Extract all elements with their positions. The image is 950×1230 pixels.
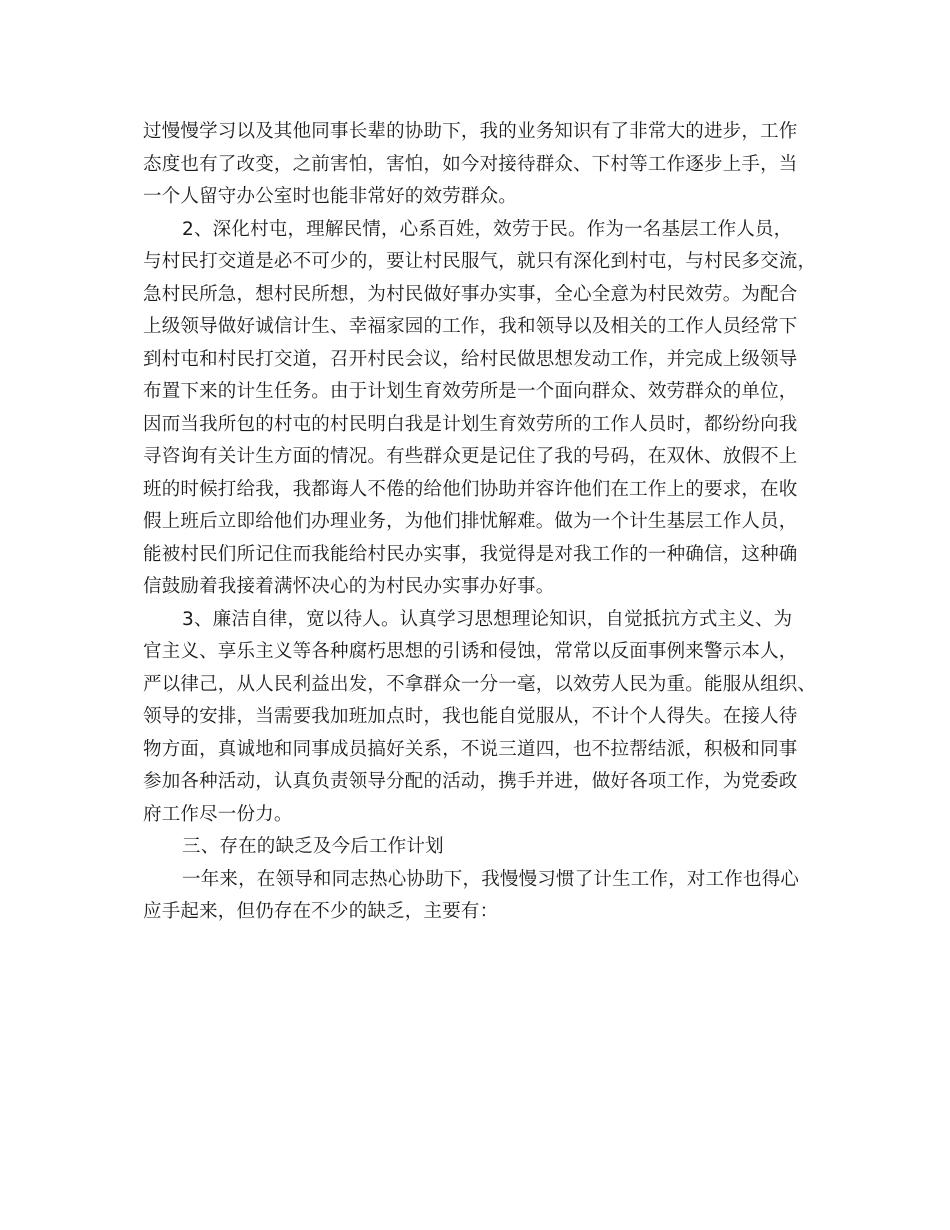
text-line: 过慢慢学习以及其他同事长辈的协助下，我的业务知识有了非常大的进步，工作 — [143, 121, 798, 142]
text-line: 领导的安排，当需要我加班加点时，我也能自觉服从，不计个人得失。在接人待 — [143, 706, 798, 727]
text-line: 能被村民们所记住而我能给村民办实事，我觉得是对我工作的一种确信，这种确 — [143, 543, 798, 565]
text-line: 上级领导做好诚信计生、幸福家园的工作，我和领导以及相关的工作人员经常下 — [143, 316, 798, 337]
text-line: 布置下来的计生任务。由于计划生育效劳所是一个面向群众、效劳群众的单位， — [143, 381, 798, 402]
text-line: 因而当我所包的村屯的村民明白我是计划生育效劳所的工作人员时，都纷纷向我 — [143, 413, 798, 435]
text-line: 信鼓励着我接着满怀决心的为村民办实事办好事。 — [143, 576, 555, 597]
text-line: 官主义、享乐主义等各种腐朽思想的引诱和侵蚀，常常以反面事例来警示本人， — [143, 641, 798, 662]
text-line: 物方面，真诚地和同事成员搞好关系，不说三道四，也不拉帮结派，积极和同事 — [143, 738, 798, 760]
text-line: 到村屯和村民打交道，召开村民会议，给村民做思想发动工作，并完成上级领导 — [143, 348, 798, 370]
paragraph-heading-2: 2、深化村屯，理解民情，心系百姓，效劳于民。作为一名基层工作人员， — [182, 218, 793, 240]
text-line: 一年来，在领导和同志热心协助下，我慢慢习惯了计生工作，对工作也得心 — [182, 868, 800, 890]
text-line: 应手起来，但仍存在不少的缺乏，主要有： — [143, 901, 499, 922]
text-line: 与村民打交道是必不可少的，要让村民服气，就只有深化到村屯，与村民多交流， — [143, 251, 817, 272]
text-line: 一个人留守办公室时也能非常好的效劳群众。 — [143, 186, 518, 207]
text-line: 寻咨询有关计生方面的情况。有些群众更是记住了我的号码，在双休、放假不上 — [143, 446, 798, 467]
text-line: 态度也有了改变，之前害怕，害怕，如今对接待群众、下村等工作逐步上手，当 — [143, 153, 798, 175]
text-line: 假上班后立即给他们办理业务，为他们排忧解难。做为一个计生基层工作人员， — [143, 511, 798, 532]
document-body — [143, 116, 823, 929]
section-heading: 三、存在的缺乏及今后工作计划 — [182, 836, 444, 857]
text-line: 参加各种活动，认真负责领导分配的活动，携手并进，做好各项工作，为党委政 — [143, 771, 798, 792]
text-line: 府工作尽一份力。 — [143, 803, 293, 825]
text-line: 严以律己，从人民利益出发，不拿群众一分一毫，以效劳人民为重。能服从组织、 — [143, 673, 817, 695]
paragraph-heading-3: 3、廉洁自律，宽以待人。认真学习思想理论知识，自觉抵抗方式主义、为 — [182, 608, 793, 630]
text-line: 班的时候打给我，我都诲人不倦的给他们协助并容许他们在工作上的要求，在收 — [143, 478, 798, 500]
text-line: 急村民所急，想村民所想，为村民做好事办实事，全心全意为村民效劳。为配合 — [143, 283, 798, 305]
